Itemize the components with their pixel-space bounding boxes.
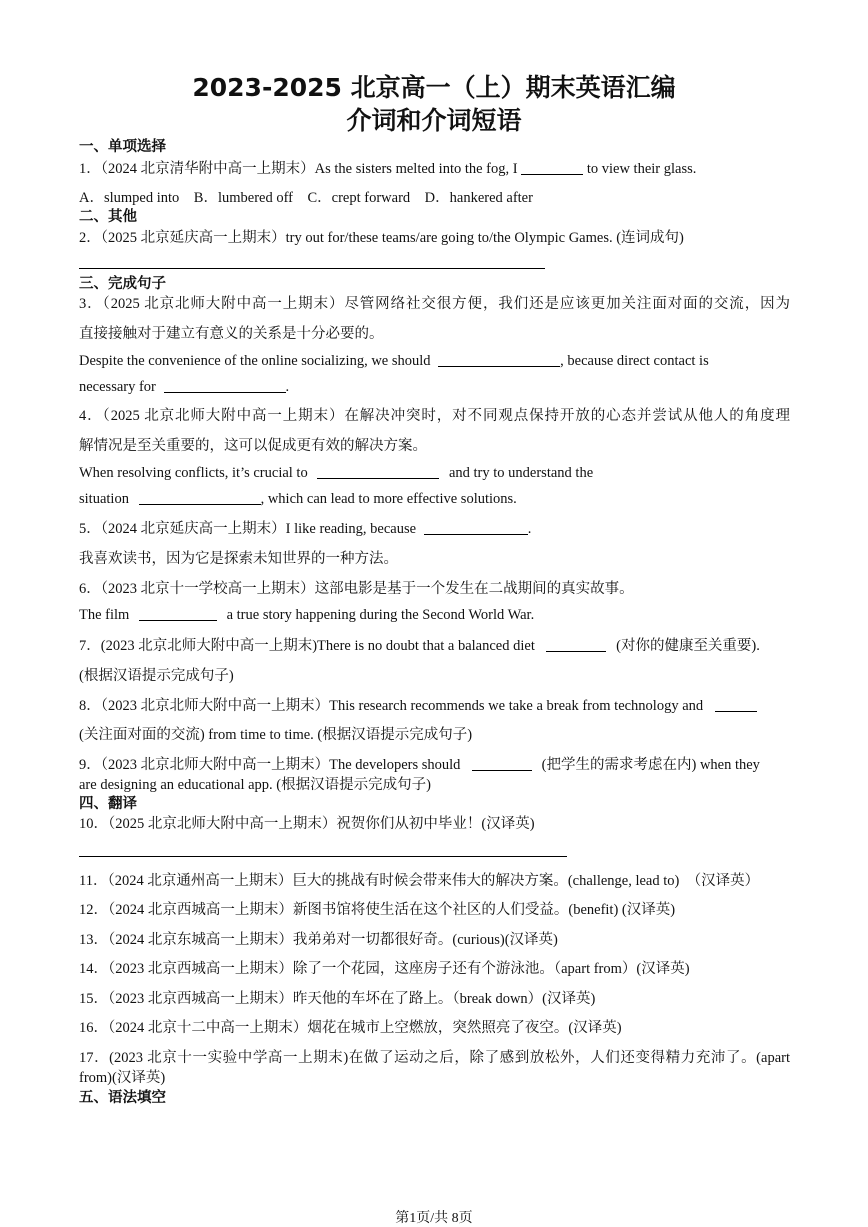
section-heading-complete-sentences: 三、完成句子: [79, 276, 166, 292]
sentence-part: a true story happening during the Second World War.: [226, 607, 535, 623]
section-heading-other: 二、其他: [79, 209, 137, 225]
sentence-part: situation: [79, 491, 129, 507]
question-10: 10．（2025 北京北师大附中高一上期末）祝贺你们从初中毕业！(汉译英): [79, 816, 535, 832]
sentence-part: .: [527, 521, 532, 537]
question-4-sentence-cont: [79, 490, 517, 508]
answer-blank: [521, 160, 583, 175]
question-4-prompt: 4．（2025 北京北师大附中高一上期末）在解决冲突时，对不同观点保持开放的心态并尝试从他人的角度理: [79, 408, 790, 424]
question-3-sentence-cont: [79, 378, 289, 396]
question-1-options: A．slumped into B．lumbered off C．crept forward D．hankered after: [79, 190, 533, 206]
section-heading-single-choice: 一、单项选择: [79, 139, 166, 155]
sentence-part: Despite the convenience of the online socializing, we should: [79, 353, 431, 369]
sentence-part: and try to understand the: [448, 465, 594, 481]
question-3-prompt: 3．（2025 北京北师大附中高一上期末）尽管网络社交很方便，我们还是应该更加关注面对面的交流，因为: [79, 296, 790, 312]
sentence-part: .: [285, 379, 290, 395]
sentence-part: , which can lead to more effective solutions.: [260, 491, 517, 507]
question-3-prompt-cont: 直接接触对于建立有意义的关系是十分必要的。: [79, 326, 384, 342]
question-1-stem-end: to view their glass.: [586, 161, 697, 177]
sentence-part: (对你的健康至关重要).: [616, 638, 760, 654]
question-6-prompt: 6．（2023 北京十一学校高一上期末）这部电影是基于一个发生在二战期间的真实故事。: [79, 581, 634, 597]
section-heading-translation: 四、翻译: [79, 796, 137, 812]
document-title: 2023-2025 北京高一（上）期末英语汇编: [192, 73, 676, 102]
question-5-chinese: 我喜欢读书，因为它是探索未知世界的一种方法。: [79, 551, 398, 567]
question-1: [79, 157, 696, 178]
question-2: 2．（2025 北京延庆高一上期末）try out for/these teams/are going to/the Olympic Games. (连词成句): [79, 230, 684, 246]
answer-line: [79, 856, 567, 857]
sentence-part: (把学生的需求考虑在内) when they: [541, 757, 760, 773]
question-12: 12．（2024 北京西城高一上期末）新图书馆将使生活在这个社区的人们受益。(benefit) (汉译英): [79, 902, 676, 918]
answer-blank: [438, 352, 560, 367]
sentence-part: The film: [79, 607, 130, 623]
question-14: 14．（2023 北京西城高一上期末）除了一个花园，这座房子还有个游泳池。（apart from）(汉译英): [79, 961, 690, 977]
question-16: 16．（2024 北京十二中高一上期末）烟花在城市上空燃放，突然照亮了夜空。(汉译英): [79, 1020, 622, 1036]
question-1-stem: 1．（2024 北京清华附中高一上期末）As the sisters melted into the fog, I: [79, 161, 518, 177]
answer-blank: [139, 606, 217, 621]
sentence-part: 5．（2024 北京延庆高一上期末）I like reading, because: [79, 521, 417, 537]
question-9-cont: are designing an educational app. (根据汉语提示完成句子): [79, 777, 431, 793]
question-9: [79, 753, 760, 774]
question-6-sentence: [79, 606, 534, 624]
answer-blank: [139, 490, 261, 505]
question-7: [79, 634, 760, 655]
question-17-cont: from)(汉译英): [79, 1070, 166, 1086]
answer-blank: [164, 378, 286, 393]
page-number: 第1页/共 8页: [395, 1211, 473, 1226]
question-3-sentence: [79, 352, 709, 370]
sentence-part: necessary for: [79, 379, 156, 395]
answer-blank: [472, 756, 532, 771]
question-8: [79, 694, 757, 715]
question-7-note: (根据汉语提示完成句子): [79, 668, 234, 684]
sentence-part: When resolving conflicts, it’s crucial to: [79, 465, 308, 481]
answer-line: [79, 268, 545, 269]
answer-blank: [546, 637, 606, 652]
answer-blank: [317, 464, 439, 479]
sentence-part: 7．(2023 北京北师大附中高一上期末)There is no doubt that a balanced diet: [79, 638, 535, 654]
sentence-part: 8．（2023 北京北师大附中高一上期末）This research recommends we take a break from technology and: [79, 698, 704, 714]
answer-blank: [715, 697, 757, 712]
question-13: 13．（2024 北京东城高一上期末）我弟弟对一切都很好奇。(curious)(汉译英): [79, 932, 558, 948]
sentence-part: 9．（2023 北京北师大附中高一上期末）The developers should: [79, 757, 461, 773]
document-subtitle: 介词和介词短语: [346, 106, 522, 135]
answer-blank: [424, 520, 528, 535]
sentence-part: , because direct contact is: [560, 353, 709, 369]
question-11: 11．（2024 北京通州高一上期末）巨大的挑战有时候会带来伟大的解决方案。(challenge, lead to) （汉译英）: [79, 873, 760, 889]
question-15: 15．（2023 北京西城高一上期末）昨天他的车坏在了路上。（break down）(汉译英): [79, 991, 596, 1007]
question-4-sentence: [79, 464, 593, 482]
section-heading-grammar-fill: 五、语法填空: [79, 1090, 166, 1106]
question-5: [79, 517, 531, 538]
question-8-cont: (关注面对面的交流) from time to time. (根据汉语提示完成句子): [79, 727, 473, 743]
question-17: 17．(2023 北京十一实验中学高一上期末)在做了运动之后，除了感到放松外，人们还变得精力充沛了。(apart: [79, 1050, 790, 1066]
question-4-prompt-cont: 解情况是至关重要的，这可以促成更有效的解决方案。: [79, 438, 427, 454]
